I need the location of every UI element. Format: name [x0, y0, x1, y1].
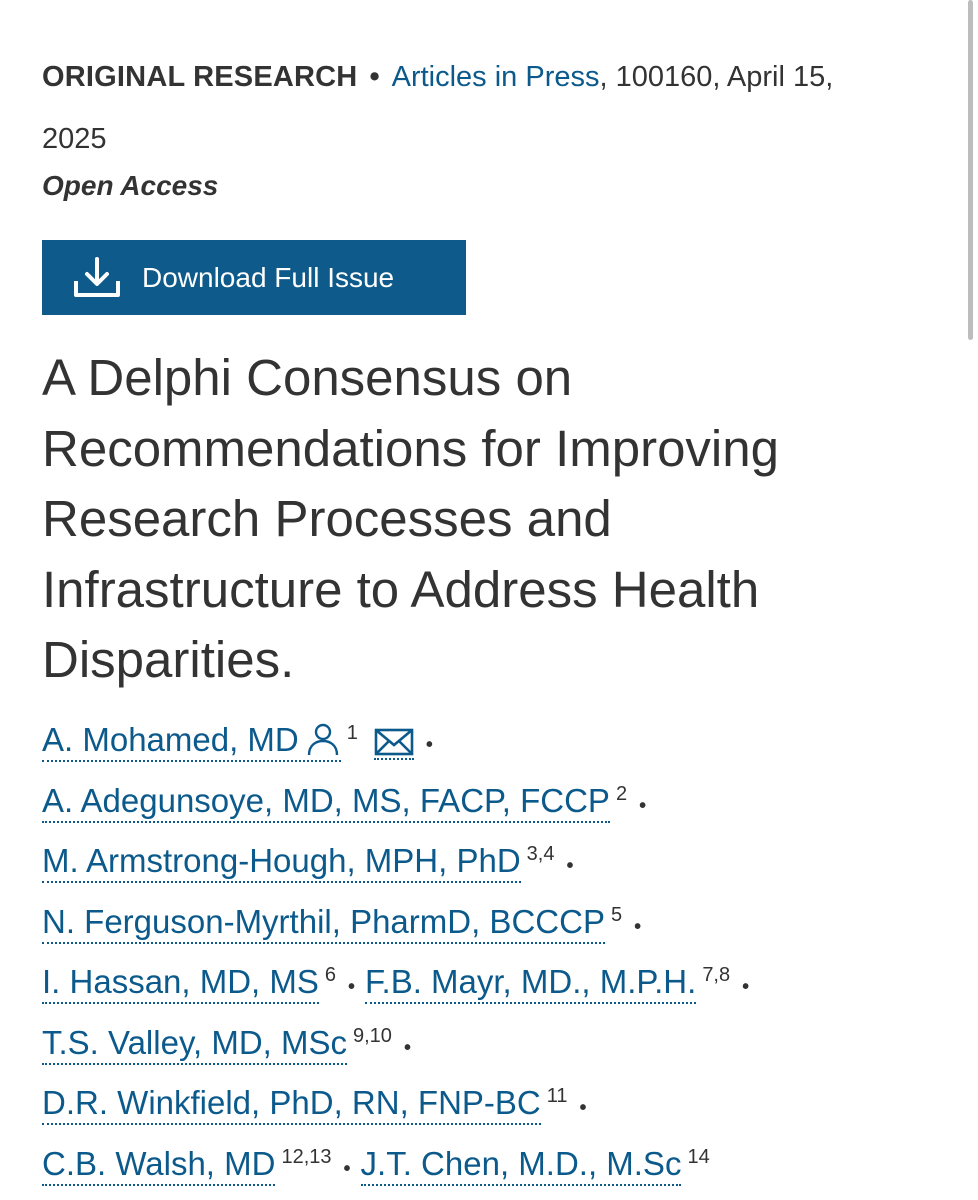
author-list	[42, 710, 942, 1194]
author-row	[42, 1134, 942, 1195]
title-line: Infrastructure to Address Health	[42, 560, 760, 618]
author-separator: •	[343, 1157, 351, 1180]
author-link-walsh[interactable]: C.B. Walsh, MD	[42, 1145, 275, 1186]
author-separator: •	[634, 915, 642, 938]
author-row	[42, 1073, 942, 1134]
author-row	[42, 831, 942, 892]
person-icon	[305, 721, 341, 757]
author-row	[42, 892, 942, 953]
author-separator: •	[579, 1097, 587, 1119]
author-separator: •	[403, 1036, 411, 1059]
author-row	[42, 710, 942, 771]
author-link-adegunsoye[interactable]: A. Adegunsoye, MD, MS, FACP, FCCP	[42, 782, 610, 823]
affiliation-sup: 14	[687, 1145, 710, 1168]
citation-details: , 100160, April 15,	[599, 61, 834, 93]
author-link-mayr[interactable]: F.B. Mayr, MD., M.P.H.	[365, 963, 696, 1004]
author-link-chen[interactable]: J.T. Chen, M.D., M.Sc	[361, 1145, 682, 1186]
title-line: Recommendations for Improving	[42, 419, 779, 477]
citation-year: 2025	[42, 123, 107, 155]
affiliation-sup: 12,13	[281, 1145, 332, 1168]
envelope-icon	[374, 728, 414, 756]
author-row	[42, 952, 942, 1013]
affiliation-sup: 2	[615, 782, 628, 805]
author-separator: •	[742, 976, 750, 998]
author-link-ferguson-myrthil[interactable]: N. Ferguson-Myrthil, PharmD, BCCCP	[42, 903, 605, 944]
author-link-winkfield[interactable]: D.R. Winkfield, PhD, RN, FNP-BC	[42, 1084, 541, 1125]
author-link-valley[interactable]: T.S. Valley, MD, MSc	[42, 1024, 347, 1065]
author-link-hassan[interactable]: I. Hassan, MD, MS	[42, 963, 319, 1004]
scrollbar-track[interactable]	[962, 0, 978, 1200]
scrollbar-thumb[interactable]	[968, 0, 973, 340]
download-button-label: Download Full Issue	[142, 261, 395, 293]
affiliation-sup: 1	[346, 722, 358, 744]
email-author-link[interactable]	[374, 725, 414, 760]
article-title	[42, 343, 932, 696]
affiliation-sup: 11	[546, 1085, 568, 1107]
article-type: ORIGINAL RESEARCH	[42, 61, 358, 93]
author-link-armstrong-hough[interactable]: M. Armstrong-Hough, MPH, PhD	[42, 842, 521, 883]
download-icon	[72, 257, 122, 299]
meta-separator: •	[369, 61, 380, 93]
affiliation-sup: 7,8	[702, 964, 731, 986]
author-separator: •	[639, 794, 647, 817]
title-line: Research Processes and	[42, 490, 612, 547]
title-line: Disparities.	[42, 631, 295, 688]
author-separator: •	[425, 734, 433, 756]
title-line: A Delphi Consensus on	[42, 349, 573, 406]
affiliation-sup: 3,4	[526, 843, 555, 865]
author-separator: •	[348, 976, 356, 998]
author-separator: •	[566, 855, 574, 877]
open-access-label: Open Access	[42, 170, 219, 201]
affiliation-sup: 5	[610, 903, 623, 926]
journal-issue-link[interactable]: Articles in Press	[391, 61, 600, 93]
author-name: A. Mohamed, MD	[42, 721, 299, 758]
article-meta	[42, 46, 922, 170]
download-full-issue-button[interactable]	[42, 240, 466, 315]
affiliation-sup: 6	[324, 964, 337, 986]
author-row	[42, 1013, 942, 1074]
author-row	[42, 771, 942, 832]
affiliation-sup: 9,10	[353, 1024, 392, 1047]
author-link-mohamed[interactable]	[42, 721, 341, 762]
